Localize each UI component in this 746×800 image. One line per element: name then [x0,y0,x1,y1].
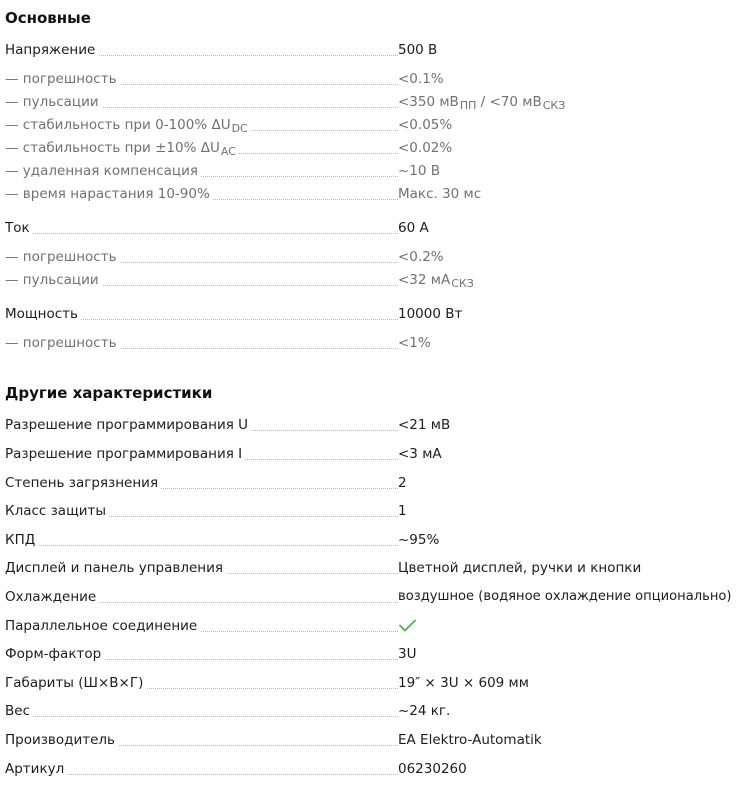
ripple-rms-unit: СКЗ [542,99,566,112]
check-icon [398,618,417,633]
spec-value [398,269,474,291]
spec-row-current-accuracy [5,246,746,268]
spec-value [398,91,565,113]
spec-value: 500 В [398,42,438,58]
spec-row-current [5,217,746,239]
spec-label: Ток [5,220,33,236]
spec-value: ~95% [398,532,440,548]
spec-value: 3U [398,646,417,662]
spec-label: КПД [5,532,38,548]
spec-label: — пульсации [5,94,102,110]
spec-value: 2 [398,475,407,491]
spec-label: Форм-фактор [5,646,104,662]
spec-row-power-accuracy [5,332,746,354]
spec-row-rise-time [5,183,746,205]
ripple-rms-value: <32 мА [398,272,451,288]
spec-value: <3 мА [398,446,442,462]
spec-row-remote-compensation [5,160,746,182]
spec-row-form-factor [5,643,746,665]
ripple-pp-unit: ПП [459,99,477,112]
spec-value: воздушное (водяное охлаждение опционально) [398,589,732,604]
spec-value: <0.05% [398,117,453,133]
spec-row-protection-class [5,500,746,522]
spec-row-cooling [5,586,746,608]
spec-label-subscript: DC [231,122,248,135]
spec-row-article [5,758,746,780]
spec-label: Габариты (Ш×В×Г) [5,675,146,691]
spec-row-current-ripple [5,269,746,291]
spec-row-dimensions [5,672,746,694]
spec-label: — погрешность [5,249,120,265]
spec-value: <21 мВ [398,417,451,433]
spec-label: Мощность [5,306,81,322]
spec-row-stability-dc [5,114,746,136]
spec-label [5,117,251,133]
spec-label: — погрешность [5,335,120,351]
spec-value: <0.2% [398,249,444,265]
spec-row-pollution-degree [5,472,746,494]
spec-value: 10000 Вт [398,306,463,322]
spec-label: Вес [5,703,33,719]
spec-label: Артикул [5,761,67,777]
spec-row-voltage [5,39,746,61]
ripple-pp-value: <350 мВ [398,94,459,110]
spec-label: — погрешность [5,71,120,87]
spec-row-parallel-connection [5,615,746,637]
spec-label [5,140,239,156]
spec-label: Производитель [5,732,118,748]
spec-label: — время нарастания 10-90% [5,186,213,202]
spec-label: — удаленная компенсация [5,163,201,179]
spec-label: Класс защиты [5,503,109,519]
spec-label: — пульсации [5,272,102,288]
spec-row-efficiency [5,529,746,551]
spec-value: <0.1% [398,71,444,87]
spec-label: Охлаждение [5,589,99,605]
spec-value: 60 А [398,220,429,236]
spec-label-text: — стабильность при 0-100% ΔU [5,117,231,133]
spec-value: Цветной дисплей, ручки и кнопки [398,560,642,576]
spec-value: EA Elektro-Automatik [398,732,542,748]
spec-label: Напряжение [5,42,98,58]
section-title-main: Основные [5,9,91,27]
spec-row-display [5,557,746,579]
spec-value: 06230260 [398,761,467,777]
spec-value [398,615,417,637]
ripple-rms-unit: СКЗ [451,277,474,290]
spec-row-manufacturer [5,729,746,751]
spec-value: 1 [398,503,407,519]
spec-row-power [5,303,746,325]
spec-row-resolution-u [5,414,746,436]
spec-row-stability-ac [5,137,746,159]
ripple-rms-value: / <70 мВ [476,94,542,110]
spec-row-voltage-ripple [5,91,746,113]
spec-row-voltage-accuracy [5,68,746,90]
spec-row-resolution-i [5,443,746,465]
spec-value: ~24 кг. [398,703,451,719]
spec-label: Степень загрязнения [5,475,161,491]
spec-label: Дисплей и панель управления [5,560,226,576]
spec-value: <0.02% [398,140,453,156]
spec-label: Параллельное соединение [5,618,200,634]
spec-label: Разрешение программирования U [5,417,251,433]
spec-value: 19″ × 3U × 609 мм [398,675,529,691]
spec-label: Разрешение программирования I [5,446,245,462]
section-title-other: Другие характеристики [5,384,213,402]
spec-value: ~10 В [398,163,441,179]
spec-label-text: — стабильность при ±10% ΔU [5,140,220,156]
spec-value: <1% [398,335,431,351]
spec-value: Макс. 30 мс [398,186,482,202]
spec-label-subscript: AC [220,145,236,158]
spec-row-weight [5,700,746,722]
